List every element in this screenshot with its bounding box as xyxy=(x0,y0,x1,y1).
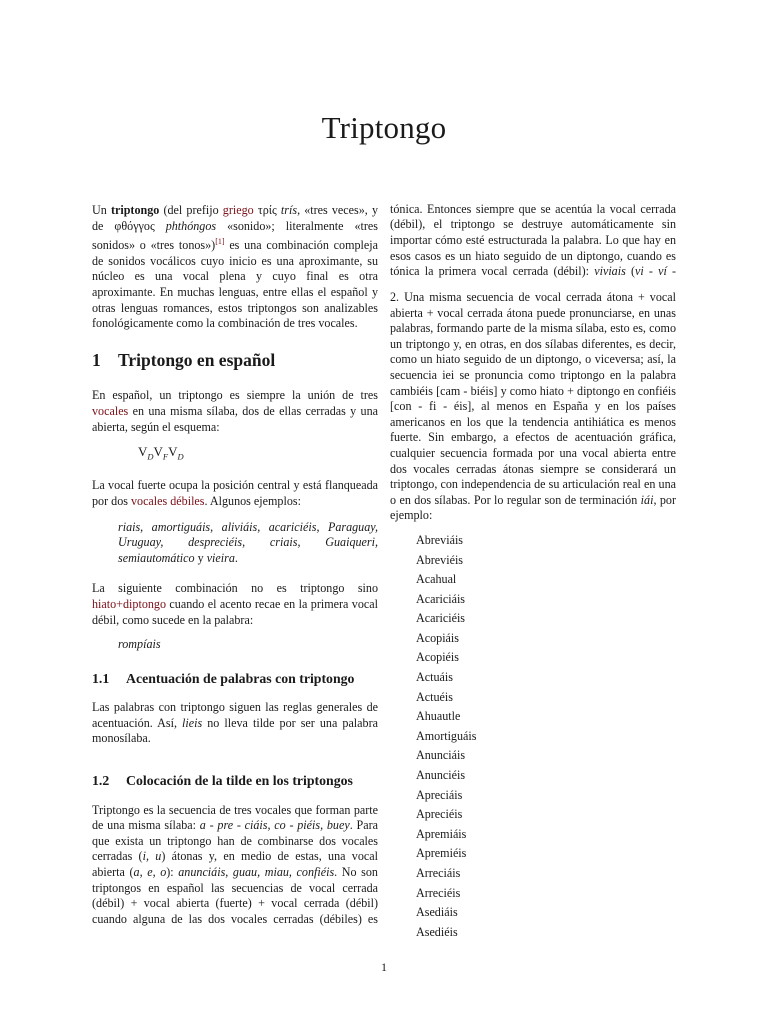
word-list-item: Asediáis xyxy=(416,905,458,920)
word-list-item: Acariciéis xyxy=(416,611,466,626)
word-list-item: Acopiéis xyxy=(416,650,459,665)
section-1-paragraph-3: La siguiente combinación no es triptongo sino hiato+diptongo cuando el acento recae en la primera vocal débil, como sucede en la palabra: xyxy=(92,581,378,627)
section-1-2-paragraph-1-continued xyxy=(390,203,676,281)
triptongo-formula: $V_DV_FV_D$ xyxy=(138,444,184,462)
section-1-heading: 1 Triptongo en español xyxy=(92,349,276,370)
word-list-item: Abreviéis xyxy=(416,552,464,567)
word-list-item: Apremiéis xyxy=(416,846,467,861)
citation-1[interactable]: [1] xyxy=(215,237,225,247)
word-list-item: Arreciáis xyxy=(416,866,461,880)
intro-paragraph: Un triptongo (del prefijo griego τρίς trís, «tres veces», y de φθόγγος phthóngos «sonido»; literalmente «tres sonidos» o «tres tonos»)[1] es una combinación compleja de sonidos vocálicos cuyo inicio es una aproximante, su núcleo es una vocal plena y cuyo final es otra aproximante. En muchas lenguas, entre ellas el español y otras lenguas romances, estos triptongos son analizables fonológicamente como la combinación de tres vocales. xyxy=(92,203,378,331)
section-1-paragraph-2: La vocal fuerte ocupa la posición central y está flanqueada por dos vocales débiles. Algunos ejemplos: xyxy=(92,478,378,508)
section-1-2-paragraph-1: Triptongo es la secuencia de tres vocales que forman parte de una misma sílaba: a - pre - ciáis, co - piéis, buey. Para que exista un triptongo han de combinarse dos vocales cerradas (i, u) átonas y, en medio de estas, una vocal abierta (a, e, o): anunciáis, guau, miau, confiéis. No son triptongos en español las secuencias de vocal cerrada (débil) + vocal abierta (fuerte) + vocal cerrada (débil) cuando alguna de las dos vocales cerradas (débiles) es xyxy=(92,802,378,926)
word-list-item: Apreciáis xyxy=(416,787,463,802)
word-list-item: Arreciéis xyxy=(416,885,461,900)
examples-block: riais, amortiguáis, aliviáis, acariciéis, Paraguay, Uruguay, despreciéis, criais, Guaiqueri, semiautomático y vieira. xyxy=(118,519,378,565)
link-griego[interactable]: griego xyxy=(222,203,254,217)
word-list xyxy=(390,533,676,944)
word-list-item: Acopiáis xyxy=(416,630,459,645)
word-list-item: Acariciáis xyxy=(416,591,466,606)
word-list-item: Abreviáis xyxy=(416,532,464,547)
word-list-item: Acahual xyxy=(416,572,457,587)
section-1-paragraph-1: En español, un triptongo es siempre la unión de tres vocales en una misma sílaba, dos de ellas cerradas y una abierta, según el esquema: xyxy=(92,388,378,434)
word-list-item: Actuéis xyxy=(416,689,453,704)
word-list-item: Asediéis xyxy=(416,924,458,939)
page-number: 1 xyxy=(381,960,387,974)
left-column xyxy=(92,203,378,938)
word-list-item: Amortiguáis xyxy=(416,728,477,743)
example-rompiais: rompíais xyxy=(118,637,161,652)
word-list-item: Anunciéis xyxy=(416,768,466,783)
section-1-2-heading: 1.2 Colocación de la tilde en los triptongos xyxy=(92,773,353,789)
word-list-item: Anunciáis xyxy=(416,748,466,763)
section-1-1-heading: 1.1 Acentuación de palabras con triptongo xyxy=(92,670,355,686)
page-title: Triptongo xyxy=(321,110,447,145)
link-vocales[interactable]: vocales xyxy=(92,403,129,418)
section-1-2-paragraph-2: 2. Una misma secuencia de vocal cerrada átona + vocal abierta + vocal cerrada átona puede pronunciarse, en unas palabras, formando parte de la misma sílaba, esto es, como un triptongo y, en otras, en dos sílabas diferentes, es decir, como un hiato seguido de un diptongo, o viceversa; así, la secuencia iei se pronuncia como triptongo en la palabra cambiéis [cam - biéis] y como hiato + diptongo en confiéis [con - fi - éis], al menos en España y en los países americanos en los que la tendencia antihiática es menos fuerte. Sin embargo, a efectos de acentuación gráfica, cualquier secuencia formada por una vocal abierta entre dos vocales cerradas átonas siempre se considerará un triptongo, con independencia de su articulación real en una o en dos sílabas. Por lo regular son de terminación iái, por ejemplo: xyxy=(390,290,677,523)
link-hiato-diptongo[interactable]: hiato+diptongo xyxy=(92,596,167,611)
word-list-item: Apreciéis xyxy=(416,807,463,822)
word-list-item: Apremiáis xyxy=(416,826,467,841)
section-1-2-paragraph-1-overflow: tónica. Entonces siempre que se acentúa la vocal cerrada (débil), el triptongo se destruye automáticamente sin importar cómo esté estructurada la palabra. Lo que hay en esos casos es un hiato seguido de un diptongo, cuando es tónica la primera vocal cerrada (débil): viviais (vi - ví - xyxy=(390,203,676,279)
term-triptongo: triptongo xyxy=(110,203,160,217)
right-column xyxy=(390,203,676,944)
section-1-1-paragraph: Las palabras con triptongo siguen las reglas generales de acentuación. Así, lieis no lleva tilde por ser una palabra monosílaba. xyxy=(92,700,378,746)
word-list-item: Ahuautle xyxy=(416,709,461,724)
link-vocales-debiles[interactable]: vocales débiles xyxy=(130,493,205,508)
word-list-item: Actuáis xyxy=(416,670,453,685)
